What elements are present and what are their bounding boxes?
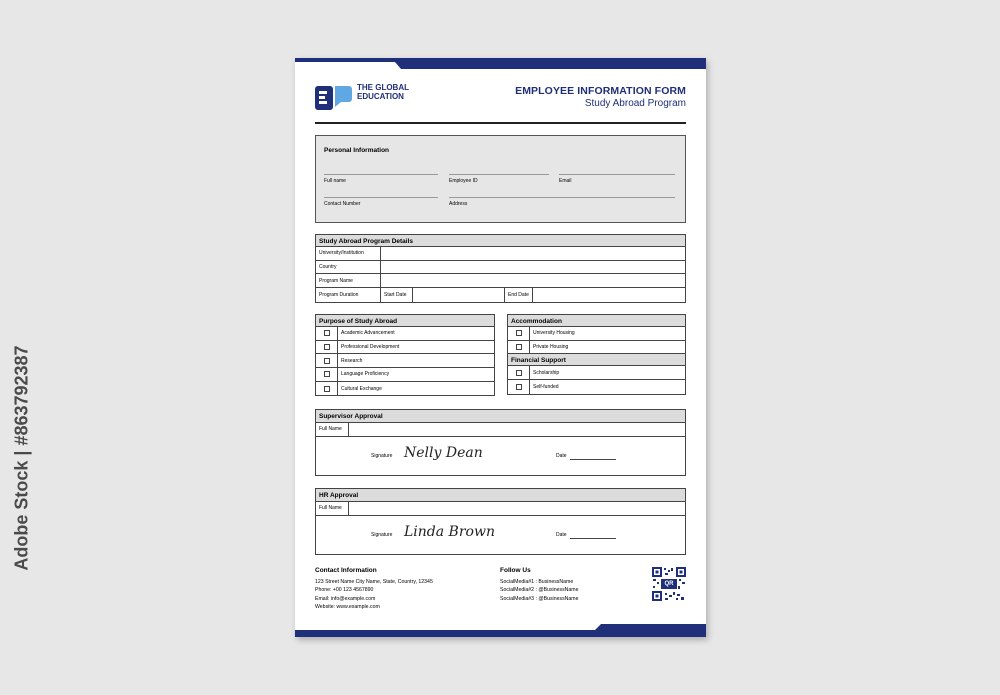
university-housing-checkbox[interactable] (516, 330, 522, 336)
option-label: Research (341, 357, 363, 364)
form-subtitle: Study Abroad Program (584, 98, 686, 109)
academic-advancement-checkbox[interactable] (324, 330, 330, 336)
option-label: Professional Development (341, 344, 400, 351)
full-name-field[interactable] (324, 178, 346, 184)
form-page (295, 58, 706, 637)
stock-id-watermark: Adobe Stock | #863792387 (11, 345, 32, 571)
follow-us (500, 567, 579, 603)
hr-full-name-input[interactable] (349, 502, 685, 515)
end-date-input[interactable] (533, 288, 685, 302)
table-row (316, 502, 685, 516)
option-label: Language Proficiency (341, 371, 390, 378)
cultural-exchange-checkbox[interactable] (324, 386, 330, 392)
table-row (316, 261, 685, 275)
table-row (316, 288, 685, 302)
checkbox-cell (316, 368, 338, 381)
hr-date-input[interactable] (570, 538, 616, 539)
financial-support-title: Financial Support (508, 354, 685, 366)
personal-information-title: Personal Information (324, 147, 390, 154)
accommodation-section (507, 314, 686, 395)
hr-approval-section (315, 488, 686, 555)
option-label: Cultural Exchange (341, 385, 382, 392)
end-date-label: End Date (505, 288, 533, 302)
personal-information-section (315, 135, 686, 223)
address-field[interactable] (449, 201, 467, 207)
hr-full-name-label: Full Name (316, 502, 349, 515)
private-housing-checkbox[interactable] (516, 344, 522, 350)
social-link[interactable]: SocialMedia#3 : @BusinessName (500, 595, 579, 602)
form-title: EMPLOYEE INFORMATION FORM (515, 85, 686, 97)
form-title-block (515, 85, 686, 109)
full-name-label: Full name (324, 178, 346, 184)
top-band-cut (295, 58, 706, 69)
speech-bubble-logo-icon (315, 83, 353, 111)
table-row (316, 274, 685, 288)
hr-signature-label: Signature (371, 531, 393, 538)
list-item (508, 327, 685, 341)
program-duration-label: Program Duration (316, 288, 381, 302)
list-item (508, 366, 685, 380)
study-program-title: Study Abroad Program Details (316, 235, 685, 247)
research-checkbox[interactable] (324, 358, 330, 364)
checkbox-cell (316, 341, 338, 354)
accommodation-title: Accommodation (508, 315, 685, 327)
study-program-section (315, 234, 686, 303)
hr-signature: Linda Brown (404, 523, 495, 540)
purpose-title: Purpose of Study Abroad (316, 315, 494, 327)
checkbox-cell (316, 354, 338, 367)
contact-title: Contact Information (315, 567, 377, 574)
list-item (316, 327, 494, 341)
contact-address: 123 Street Name City Name, State, Country, 12345 (315, 578, 433, 585)
list-item (316, 341, 494, 355)
country-input[interactable] (381, 261, 685, 274)
supervisor-date-label: Date (556, 452, 567, 459)
qr-code (652, 567, 686, 601)
list-item (316, 368, 494, 382)
university-input[interactable] (381, 247, 685, 260)
contact-website[interactable]: Website: www.example.com (315, 604, 380, 610)
university-label: University/Institution (316, 247, 381, 260)
supervisor-signature: Nelly Dean (404, 444, 483, 461)
list-item (508, 341, 685, 355)
checkbox-cell (316, 327, 338, 340)
supervisor-full-name-input[interactable] (349, 423, 685, 436)
purpose-section (315, 314, 495, 396)
checkbox-cell (508, 380, 530, 394)
logo-text: THE GLOBAL EDUCATION (357, 83, 409, 101)
checkbox-cell (316, 382, 338, 396)
contact-email[interactable]: Email: info@example.com (315, 595, 376, 602)
email-field[interactable] (559, 178, 572, 184)
supervisor-signature-area[interactable] (316, 437, 685, 475)
option-label: Scholarship (533, 369, 560, 376)
contact-number-label: Contact Number (324, 201, 361, 207)
supervisor-approval-section (315, 409, 686, 476)
checkbox-cell (508, 366, 530, 379)
scholarship-checkbox[interactable] (516, 370, 522, 376)
supervisor-signature-label: Signature (371, 452, 393, 459)
option-label: Academic Advancement (341, 330, 395, 337)
social-link[interactable]: SocialMedia#2 : @BusinessName (500, 587, 579, 593)
list-item (316, 354, 494, 368)
contact-phone: Phone: +00 123 4567890 (315, 587, 374, 593)
hr-signature-area[interactable] (316, 516, 685, 554)
bottom-band (295, 624, 706, 637)
table-row (316, 247, 685, 261)
logo (315, 81, 415, 113)
follow-us-title: Follow Us (500, 567, 531, 574)
contact-number-field[interactable] (324, 201, 360, 207)
country-label: Country (316, 261, 381, 274)
employee-id-field[interactable] (449, 178, 478, 184)
header-divider (315, 122, 686, 124)
program-name-label: Program Name (316, 274, 381, 287)
checkbox-cell (508, 341, 530, 354)
hr-approval-title: HR Approval (316, 489, 685, 502)
checkbox-cell (508, 327, 530, 340)
professional-development-checkbox[interactable] (324, 344, 330, 350)
address-label: Address (449, 201, 468, 207)
start-date-input[interactable] (413, 288, 505, 302)
hr-date-label: Date (556, 531, 567, 538)
option-label: Private Housing (533, 344, 569, 351)
list-item (508, 380, 685, 394)
language-proficiency-checkbox[interactable] (324, 371, 330, 377)
supervisor-approval-title: Supervisor Approval (316, 410, 685, 423)
employee-id-label: Employee ID (449, 178, 478, 184)
email-label: Email (559, 178, 572, 184)
program-name-input[interactable] (381, 274, 685, 287)
qr-label: QR (661, 579, 677, 589)
option-label: Self-funded (533, 383, 559, 390)
contact-information (315, 567, 433, 612)
start-date-label: Start Date (381, 288, 413, 302)
self-funded-checkbox[interactable] (516, 384, 522, 390)
social-link[interactable]: SocialMedia#1 : BusinessName (500, 578, 574, 585)
option-label: University Housing (533, 330, 575, 337)
list-item (316, 382, 494, 396)
supervisor-date-input[interactable] (570, 459, 616, 460)
table-row (316, 423, 685, 437)
supervisor-full-name-label: Full Name (316, 423, 349, 436)
